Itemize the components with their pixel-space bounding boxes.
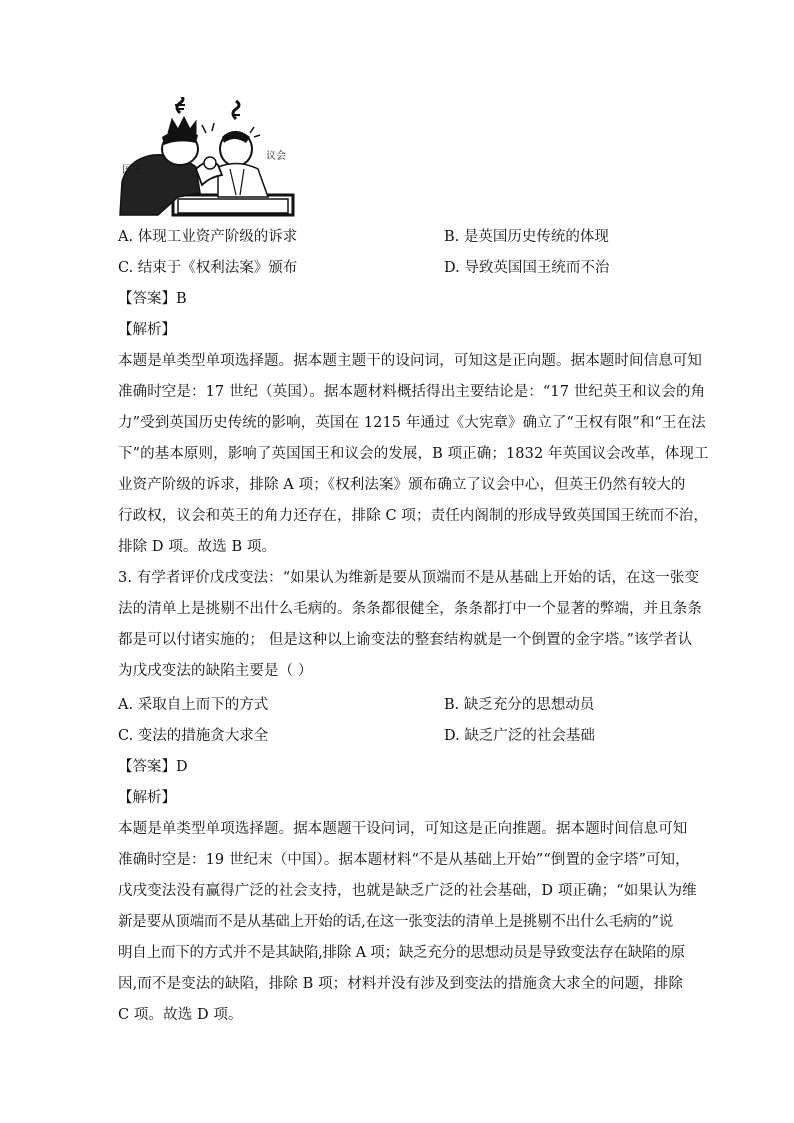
q2-analysis-line: 力”受到英国历史传统的影响，英国在 1215 年通过《大宪章》确立了“王权有限”和“王在法 — [118, 415, 706, 431]
q3-option-c: C. 变法的措施贪大求全 — [118, 728, 269, 744]
q2-analysis-line: 下”的基本原则，影响了英国国王和议会的发展，B 项正确；1832 年英国议会改革，体现工 — [118, 446, 709, 462]
q2-analysis-line: 本题是单类型单项选择题。据本题主题干的设问词，可知这是正向题。据本题时间信息可知 — [118, 353, 702, 369]
q3-stem-line: 为戊戌变法的缺陷主要是（ ） — [118, 663, 313, 679]
q3-option-d: D. 缺乏广泛的社会基础 — [444, 728, 595, 744]
q2-analysis-line: 准确时空是：17 世纪（英国）。据本题材料概括得出主要结论是：“17 世纪英王和议会的角 — [118, 384, 706, 400]
q3-analysis-line: 新是要从顶端而不是从基础上开始的话,在这一张变法的清单上是挑剔不出什么毛病的”说 — [118, 914, 674, 930]
q3-answer: 【答案】D — [118, 759, 188, 775]
q3-analysis-line: 因,而不是变法的缺陷，排除 B 项；材料并没有涉及到变法的措施贪大求全的问题，排除 — [118, 976, 684, 992]
q2-analysis-line: 行政权，议会和英王的角力还存在，排除 C 项；责任内阁制的形成导致英国国王统而不治， — [118, 508, 709, 524]
q2-analysis-line: 业资产阶级的诉求，排除 A 项；《权利法案》颁布确立了议会中心，但英王仍然有较大的 — [118, 477, 686, 493]
q3-analysis-label: 【解析】 — [118, 790, 176, 806]
cartoon-label-parliament: 议会 — [266, 151, 286, 162]
q2-option-c: C. 结束于《权利法案》颁布 — [118, 260, 298, 276]
q3-analysis-line: 本题是单类型单项选择题。据本题题干设问词，可知这是正向推题。据本题时间信息可知 — [118, 821, 688, 837]
q3-stem-line: 法的清单上是挑剔不出什么毛病的。条条都很健全，条条都打中一个显著的弊端，并且条条 — [118, 601, 702, 617]
q3-analysis-line: 准确时空是：19 世纪末（中国）。据本题材料“不是从基础上开始”“倒置的金字塔”可知， — [118, 852, 690, 868]
q2-option-b: B. 是英国历史传统的体现 — [444, 229, 609, 245]
q3-option-a: A. 采取自上而下的方式 — [118, 697, 269, 713]
q2-option-a: A. 体现工业资产阶级的诉求 — [118, 229, 298, 245]
king-parliament-cartoon — [118, 97, 308, 217]
q3-analysis-line: 戊戌变法没有赢得广泛的社会支持，也就是缺乏广泛的社会基础，D 项正确；“如果认为维 — [118, 883, 697, 899]
q2-analysis-label: 【解析】 — [118, 322, 176, 338]
q3-analysis-line: 明自上而下的方式并不是其缺陷,排除 A 项；缺乏充分的思想动员是导致变法存在缺陷的原 — [118, 945, 685, 961]
q3-stem-line: 3. 有学者评价戊戌变法：“如果认为维新是要从顶端而不是从基础上开始的话，在这一张变 — [118, 570, 700, 586]
cartoon-label-king: 国王 — [122, 165, 142, 176]
q2-analysis-line: 排除 D 项。故选 B 项。 — [118, 539, 277, 555]
q3-stem-line: 都是可以付诸实施的； 但是这种以上谕变法的整套结构就是一个倒置的金字塔。”该学者认 — [118, 632, 693, 648]
q2-option-d: D. 导致英国国王统而不治 — [444, 260, 610, 276]
q3-option-b: B. 缺乏充分的思想动员 — [444, 697, 595, 713]
q2-answer: 【答案】B — [118, 291, 187, 307]
q3-analysis-line: C 项。故选 D 项。 — [118, 1007, 243, 1023]
